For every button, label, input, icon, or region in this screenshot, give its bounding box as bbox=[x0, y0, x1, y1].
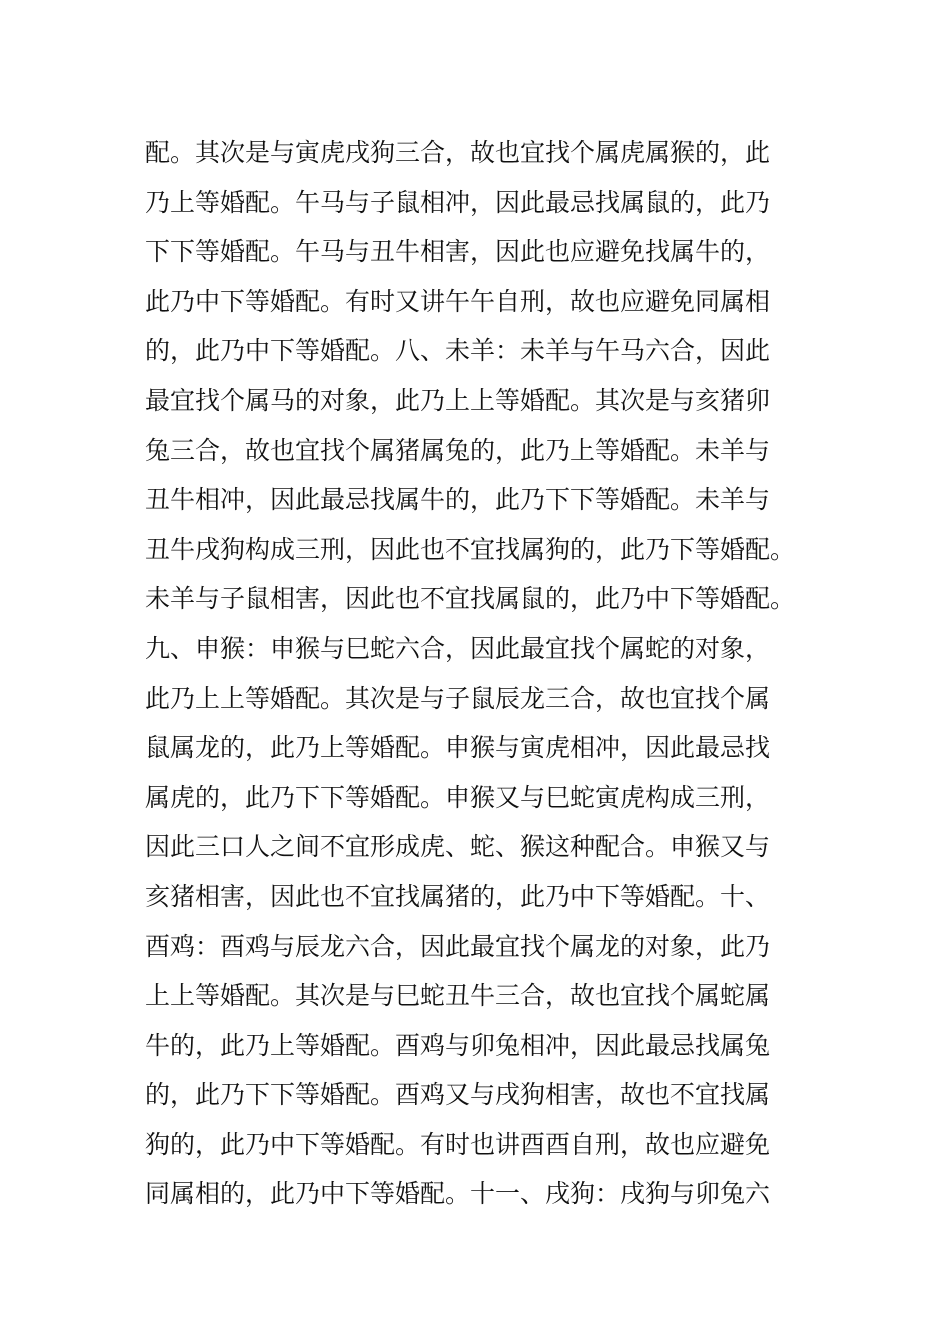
text-line: 最宜找个属马的对象，此乃上上等婚配。其次是与亥猪卯 bbox=[145, 385, 771, 415]
text-line: 属虎的，此乃下下等婚配。申猴又与巳蛇寅虎构成三刑， bbox=[145, 782, 771, 812]
text-line: 的，此乃中下等婚配。八、未羊：未羊与午马六合，因此 bbox=[145, 336, 771, 366]
text-line: 兔三合，故也宜找个属猪属兔的，此乃上等婚配。未羊与 bbox=[145, 435, 771, 465]
text-line: 因此三口人之间不宜形成虎、蛇、猴这种配合。申猴又与 bbox=[145, 832, 771, 862]
text-line: 下下等婚配。午马与丑牛相害，因此也应避免找属牛的， bbox=[145, 237, 771, 267]
text-line: 牛的，此乃上等婚配。酉鸡与卯兔相冲，因此最忌找属兔 bbox=[145, 1030, 771, 1060]
text-line: 鼠属龙的，此乃上等婚配。申猴与寅虎相冲，因此最忌找 bbox=[145, 733, 771, 763]
text-line: 此乃上上等婚配。其次是与子鼠辰龙三合，故也宜找个属 bbox=[145, 683, 771, 713]
text-line: 同属相的，此乃中下等婚配。十一、戌狗：戌狗与卯兔六 bbox=[145, 1179, 771, 1209]
text-line: 的，此乃下下等婚配。酉鸡又与戌狗相害，故也不宜找属 bbox=[145, 1080, 771, 1110]
text-line: 配。其次是与寅虎戌狗三合，故也宜找个属虎属猴的，此 bbox=[145, 138, 771, 167]
text-line: 上上等婚配。其次是与巳蛇丑牛三合，故也宜找个属蛇属 bbox=[145, 981, 771, 1011]
text-line: 狗的，此乃中下等婚配。有时也讲酉酉自刑，故也应避免 bbox=[145, 1129, 771, 1159]
text-line: 此乃中下等婚配。有时又讲午午自刑，故也应避免同属相 bbox=[145, 286, 771, 316]
text-line: 乃上等婚配。午马与子鼠相冲，因此最忌找属鼠的，此乃 bbox=[145, 187, 771, 217]
text-line: 丑牛戌狗构成三刑，因此也不宜找属狗的，此乃下等婚配。 bbox=[145, 534, 796, 564]
text-line: 未羊与子鼠相害，因此也不宜找属鼠的，此乃中下等婚配。 bbox=[145, 584, 796, 614]
text-line: 九、申猴：申猴与巳蛇六合，因此最宜找个属蛇的对象， bbox=[145, 633, 771, 663]
text-line: 酉鸡：酉鸡与辰龙六合，因此最宜找个属龙的对象，此乃 bbox=[145, 931, 771, 961]
text-line: 丑牛相冲，因此最忌找属牛的，此乃下下等婚配。未羊与 bbox=[145, 485, 771, 515]
body-text bbox=[145, 128, 845, 1219]
text-line: 亥猪相害，因此也不宜找属猪的，此乃中下等婚配。十、 bbox=[145, 881, 771, 911]
